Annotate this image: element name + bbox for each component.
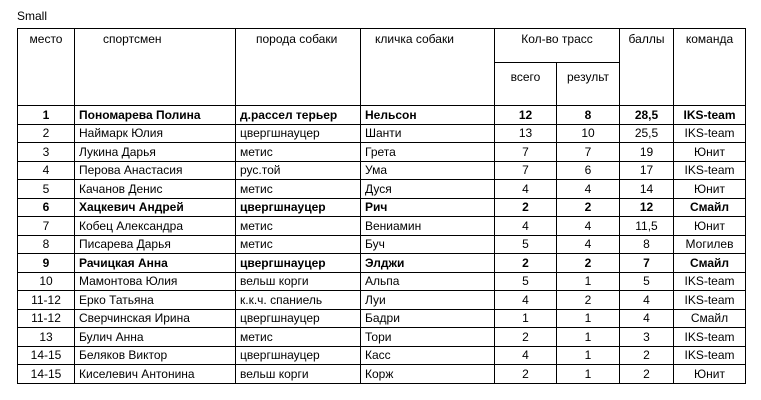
table-row xyxy=(18,272,746,291)
table-row xyxy=(18,106,746,125)
results-table xyxy=(17,28,746,384)
cell-points: 8 xyxy=(620,235,674,254)
cell-tracks-total: 5 xyxy=(495,235,557,254)
cell-dog-name: Элджи xyxy=(361,254,495,273)
cell-points: 4 xyxy=(620,309,674,328)
cell-breed: д.рассел терьер xyxy=(236,106,361,125)
cell-points: 12 xyxy=(620,198,674,217)
cell-tracks-result: 1 xyxy=(557,346,620,365)
cell-breed: метис xyxy=(236,143,361,162)
header-athlete: спортсмен xyxy=(75,29,236,106)
cell-athlete: Рачицкая Анна xyxy=(75,254,236,273)
cell-place: 11-12 xyxy=(18,309,75,328)
cell-tracks-result: 2 xyxy=(557,254,620,273)
cell-breed: метис xyxy=(236,217,361,236)
header-team: команда xyxy=(674,29,746,106)
cell-place: 4 xyxy=(18,161,75,180)
cell-breed: вельш корги xyxy=(236,365,361,384)
cell-tracks-total: 5 xyxy=(495,272,557,291)
cell-dog-name: Альпа xyxy=(361,272,495,291)
cell-team: Смайл xyxy=(674,198,746,217)
table-row xyxy=(18,328,746,347)
cell-breed: цвергшнауцер xyxy=(236,309,361,328)
cell-points: 19 xyxy=(620,143,674,162)
table-row xyxy=(18,217,746,236)
table-row xyxy=(18,365,746,384)
header-points: баллы xyxy=(620,29,674,106)
cell-points: 11,5 xyxy=(620,217,674,236)
cell-breed: метис xyxy=(236,328,361,347)
cell-place: 10 xyxy=(18,272,75,291)
cell-breed: рус.той xyxy=(236,161,361,180)
cell-place: 11-12 xyxy=(18,291,75,310)
cell-athlete: Мамонтова Юлия xyxy=(75,272,236,291)
cell-tracks-total: 4 xyxy=(495,291,557,310)
table-caption: Small xyxy=(17,9,48,23)
cell-tracks-total: 2 xyxy=(495,254,557,273)
cell-dog-name: Луи xyxy=(361,291,495,310)
cell-team: IKS-team xyxy=(674,328,746,347)
cell-breed: метис xyxy=(236,180,361,199)
cell-team: IKS-team xyxy=(674,161,746,180)
cell-tracks-result: 4 xyxy=(557,217,620,236)
cell-points: 7 xyxy=(620,254,674,273)
cell-tracks-result: 1 xyxy=(557,365,620,384)
cell-athlete: Булич Анна xyxy=(75,328,236,347)
cell-breed: цвергшнауцер xyxy=(236,124,361,143)
cell-team: Юнит xyxy=(674,180,746,199)
table-row xyxy=(18,180,746,199)
cell-team: IKS-team xyxy=(674,124,746,143)
cell-athlete: Качанов Денис xyxy=(75,180,236,199)
cell-points: 28,5 xyxy=(620,106,674,125)
cell-place: 14-15 xyxy=(18,365,75,384)
cell-dog-name: Буч xyxy=(361,235,495,254)
table-row xyxy=(18,309,746,328)
cell-team: IKS-team xyxy=(674,346,746,365)
cell-athlete: Лукина Дарья xyxy=(75,143,236,162)
cell-dog-name: Бадри xyxy=(361,309,495,328)
cell-points: 25,5 xyxy=(620,124,674,143)
cell-dog-name: Вениамин xyxy=(361,217,495,236)
cell-tracks-total: 7 xyxy=(495,161,557,180)
cell-tracks-result: 4 xyxy=(557,180,620,199)
cell-tracks-total: 4 xyxy=(495,180,557,199)
cell-points: 17 xyxy=(620,161,674,180)
cell-tracks-total: 1 xyxy=(495,309,557,328)
cell-dog-name: Шанти xyxy=(361,124,495,143)
header-place: место xyxy=(18,29,75,106)
cell-place: 3 xyxy=(18,143,75,162)
cell-place: 6 xyxy=(18,198,75,217)
cell-points: 4 xyxy=(620,291,674,310)
cell-athlete: Писарева Дарья xyxy=(75,235,236,254)
cell-dog-name: Грета xyxy=(361,143,495,162)
cell-athlete: Беляков Виктор xyxy=(75,346,236,365)
cell-points: 14 xyxy=(620,180,674,199)
cell-tracks-result: 6 xyxy=(557,161,620,180)
header-tracks: Кол-во трасс xyxy=(495,29,620,63)
cell-tracks-result: 10 xyxy=(557,124,620,143)
header-breed: порода собаки xyxy=(236,29,361,106)
cell-dog-name: Нельсон xyxy=(361,106,495,125)
cell-place: 14-15 xyxy=(18,346,75,365)
cell-tracks-total: 4 xyxy=(495,346,557,365)
cell-tracks-result: 4 xyxy=(557,235,620,254)
cell-place: 7 xyxy=(18,217,75,236)
cell-tracks-total: 7 xyxy=(495,143,557,162)
cell-athlete: Киселевич Антонина xyxy=(75,365,236,384)
cell-place: 8 xyxy=(18,235,75,254)
cell-points: 5 xyxy=(620,272,674,291)
cell-tracks-total: 12 xyxy=(495,106,557,125)
cell-team: Юнит xyxy=(674,365,746,384)
cell-points: 3 xyxy=(620,328,674,347)
table-row xyxy=(18,254,746,273)
table-row xyxy=(18,291,746,310)
cell-athlete: Сверчинская Ирина xyxy=(75,309,236,328)
cell-place: 1 xyxy=(18,106,75,125)
cell-breed: цвергшнауцер xyxy=(236,254,361,273)
cell-athlete: Хацкевич Андрей xyxy=(75,198,236,217)
cell-tracks-total: 4 xyxy=(495,217,557,236)
cell-dog-name: Ума xyxy=(361,161,495,180)
cell-breed: цвергшнауцер xyxy=(236,198,361,217)
cell-tracks-total: 2 xyxy=(495,365,557,384)
cell-team: IKS-team xyxy=(674,291,746,310)
table-row xyxy=(18,143,746,162)
cell-tracks-total: 2 xyxy=(495,328,557,347)
cell-breed: к.к.ч. спаниель xyxy=(236,291,361,310)
cell-team: Юнит xyxy=(674,143,746,162)
cell-breed: метис xyxy=(236,235,361,254)
table-row xyxy=(18,161,746,180)
header-tracks-total: всего xyxy=(495,63,557,106)
cell-athlete: Кобец Александра xyxy=(75,217,236,236)
cell-place: 2 xyxy=(18,124,75,143)
cell-team: Смайл xyxy=(674,309,746,328)
cell-tracks-result: 2 xyxy=(557,291,620,310)
cell-dog-name: Тори xyxy=(361,328,495,347)
cell-tracks-total: 2 xyxy=(495,198,557,217)
cell-tracks-result: 8 xyxy=(557,106,620,125)
cell-team: IKS-team xyxy=(674,272,746,291)
cell-tracks-result: 1 xyxy=(557,328,620,347)
cell-dog-name: Рич xyxy=(361,198,495,217)
cell-team: Юнит xyxy=(674,217,746,236)
cell-athlete: Пономарева Полина xyxy=(75,106,236,125)
cell-athlete: Ерко Татьяна xyxy=(75,291,236,310)
table-row xyxy=(18,235,746,254)
table-row xyxy=(18,346,746,365)
cell-tracks-total: 13 xyxy=(495,124,557,143)
cell-athlete: Перова Анастасия xyxy=(75,161,236,180)
cell-athlete: Наймарк Юлия xyxy=(75,124,236,143)
cell-team: Могилев xyxy=(674,235,746,254)
cell-dog-name: Корж xyxy=(361,365,495,384)
cell-team: IKS-team xyxy=(674,106,746,125)
cell-place: 13 xyxy=(18,328,75,347)
results-body xyxy=(18,106,746,384)
cell-place: 9 xyxy=(18,254,75,273)
cell-tracks-result: 7 xyxy=(557,143,620,162)
cell-team: Смайл xyxy=(674,254,746,273)
cell-breed: цвергшнауцер xyxy=(236,346,361,365)
cell-tracks-result: 1 xyxy=(557,272,620,291)
cell-tracks-result: 1 xyxy=(557,309,620,328)
table-row xyxy=(18,198,746,217)
table-row xyxy=(18,124,746,143)
cell-place: 5 xyxy=(18,180,75,199)
cell-tracks-result: 2 xyxy=(557,198,620,217)
header-tracks-result: результ xyxy=(557,63,620,106)
cell-breed: вельш корги xyxy=(236,272,361,291)
cell-dog-name: Касс xyxy=(361,346,495,365)
cell-dog-name: Дуся xyxy=(361,180,495,199)
cell-points: 2 xyxy=(620,346,674,365)
header-dog-name: кличка собаки xyxy=(361,29,495,106)
cell-points: 2 xyxy=(620,365,674,384)
